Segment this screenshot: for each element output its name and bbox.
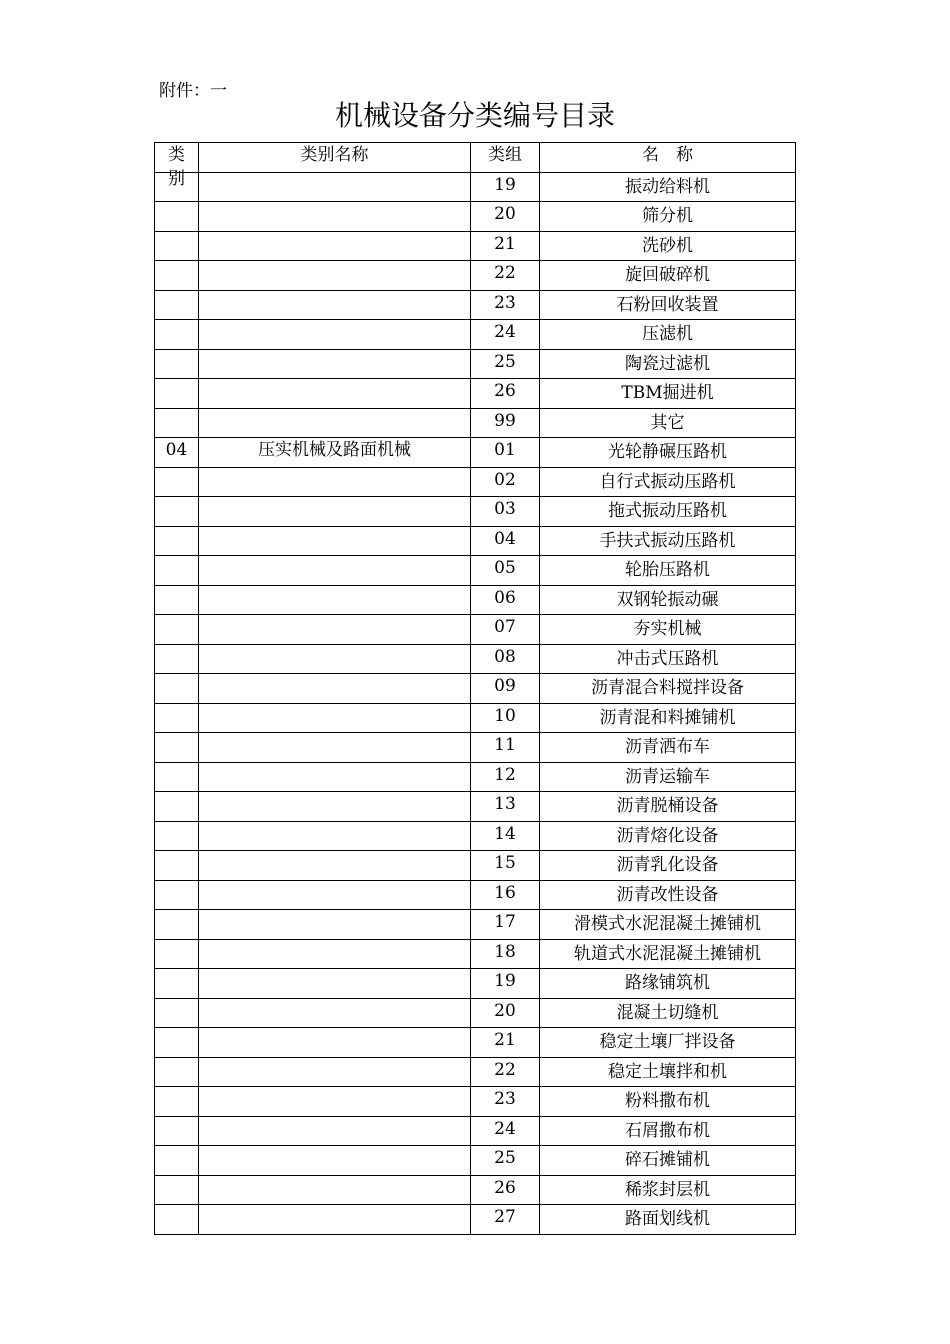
table-row	[155, 1028, 796, 1058]
cell-category	[155, 1057, 199, 1087]
cell-group: 07	[471, 615, 540, 645]
cell-group: 05	[471, 556, 540, 586]
header-name: 名 称	[540, 143, 796, 173]
table-row	[155, 939, 796, 969]
table-row	[155, 1205, 796, 1235]
cell-category-name	[199, 1087, 471, 1117]
cell-group: 04	[471, 526, 540, 556]
cell-name: 沥青混和料摊铺机	[540, 703, 796, 733]
cell-category-name	[199, 880, 471, 910]
table-row	[155, 969, 796, 999]
cell-name: 稀浆封层机	[540, 1175, 796, 1205]
cell-category	[155, 526, 199, 556]
cell-category-name	[199, 261, 471, 291]
cell-group: 22	[471, 261, 540, 291]
cell-group: 23	[471, 290, 540, 320]
cell-category	[155, 615, 199, 645]
cell-group: 23	[471, 1087, 540, 1117]
header-category	[155, 143, 199, 189]
cell-category	[155, 880, 199, 910]
cell-name: 拖式振动压路机	[540, 497, 796, 527]
cell-category	[155, 703, 199, 733]
cell-category	[155, 261, 199, 291]
cell-category	[155, 1146, 199, 1176]
table-row	[155, 408, 796, 438]
cell-name: 轨道式水泥混凝土摊铺机	[540, 939, 796, 969]
cell-category-name	[199, 1057, 471, 1087]
header-group: 类组	[471, 143, 540, 173]
cell-category-name	[199, 467, 471, 497]
cell-name: 自行式振动压路机	[540, 467, 796, 497]
cell-group: 09	[471, 674, 540, 704]
table-row	[155, 1087, 796, 1117]
table-row	[155, 202, 796, 232]
cell-name: 稳定土壤厂拌设备	[540, 1028, 796, 1058]
cell-category-name	[199, 1116, 471, 1146]
cell-name: 压滤机	[540, 320, 796, 350]
table-row	[155, 1057, 796, 1087]
cell-category-name	[199, 290, 471, 320]
cell-group: 20	[471, 202, 540, 232]
cell-category	[155, 408, 199, 438]
cell-name: 混凝土切缝机	[540, 998, 796, 1028]
cell-name: 沥青脱桶设备	[540, 792, 796, 822]
cell-group: 11	[471, 733, 540, 763]
cell-group: 20	[471, 998, 540, 1028]
cell-category-name	[199, 202, 471, 232]
table-row	[155, 703, 796, 733]
cell-group: 17	[471, 910, 540, 940]
cell-category-name	[199, 733, 471, 763]
cell-category	[155, 1116, 199, 1146]
table-row	[155, 231, 796, 261]
cell-name: 沥青熔化设备	[540, 821, 796, 851]
cell-category-name	[199, 969, 471, 999]
cell-name: 沥青洒布车	[540, 733, 796, 763]
cell-category-name	[199, 497, 471, 527]
cell-category-name	[199, 644, 471, 674]
table-row	[155, 320, 796, 350]
cell-category	[155, 585, 199, 615]
table-row	[155, 644, 796, 674]
table-row	[155, 290, 796, 320]
cell-category-name	[199, 585, 471, 615]
table-row	[155, 762, 796, 792]
cell-name: 手扶式振动压路机	[540, 526, 796, 556]
cell-category	[155, 379, 199, 409]
cell-group: 10	[471, 703, 540, 733]
cell-category-name: 压实机械及路面机械	[199, 438, 471, 468]
cell-name: 石粉回收装置	[540, 290, 796, 320]
cell-category-name	[199, 408, 471, 438]
equipment-catalog-table	[154, 142, 796, 1235]
cell-category	[155, 910, 199, 940]
cell-category	[155, 556, 199, 586]
cell-name: 沥青混合料搅拌设备	[540, 674, 796, 704]
cell-name: 旋回破碎机	[540, 261, 796, 291]
table-header-row	[155, 143, 796, 173]
cell-category	[155, 821, 199, 851]
cell-category	[155, 349, 199, 379]
cell-category-name	[199, 1205, 471, 1235]
table-row	[155, 880, 796, 910]
cell-name: 夯实机械	[540, 615, 796, 645]
cell-category	[155, 497, 199, 527]
cell-category-name	[199, 349, 471, 379]
cell-category	[155, 1205, 199, 1235]
cell-category	[155, 762, 199, 792]
header-category-label: 类别	[168, 145, 185, 189]
cell-category	[155, 644, 199, 674]
cell-group: 24	[471, 1116, 540, 1146]
cell-group: 21	[471, 231, 540, 261]
cell-name: 振动给料机	[540, 172, 796, 202]
cell-name: 稳定土壤拌和机	[540, 1057, 796, 1087]
cell-category-name	[199, 1146, 471, 1176]
cell-category-name	[199, 703, 471, 733]
cell-category	[155, 851, 199, 881]
cell-category-name	[199, 231, 471, 261]
cell-name: 双钢轮振动碾	[540, 585, 796, 615]
cell-name: 洗砂机	[540, 231, 796, 261]
table-body	[155, 172, 796, 1234]
cell-name: 滑模式水泥混凝土摊铺机	[540, 910, 796, 940]
cell-category-name	[199, 526, 471, 556]
cell-category-name	[199, 615, 471, 645]
table-row	[155, 1116, 796, 1146]
cell-category-name	[199, 1028, 471, 1058]
cell-category	[155, 792, 199, 822]
cell-group: 19	[471, 969, 540, 999]
table-row	[155, 615, 796, 645]
cell-group: 22	[471, 1057, 540, 1087]
cell-category	[155, 290, 199, 320]
table-row	[155, 349, 796, 379]
cell-name: 陶瓷过滤机	[540, 349, 796, 379]
cell-category-name	[199, 1175, 471, 1205]
table-row	[155, 379, 796, 409]
cell-category-name	[199, 821, 471, 851]
cell-category	[155, 320, 199, 350]
table-row	[155, 1146, 796, 1176]
cell-name: 冲击式压路机	[540, 644, 796, 674]
cell-group: 19	[471, 172, 540, 202]
table-row	[155, 526, 796, 556]
cell-group: 14	[471, 821, 540, 851]
cell-category-name	[199, 172, 471, 202]
table-row	[155, 821, 796, 851]
cell-name: 石屑撒布机	[540, 1116, 796, 1146]
cell-group: 26	[471, 379, 540, 409]
cell-category-name	[199, 998, 471, 1028]
cell-name: 碎石摊铺机	[540, 1146, 796, 1176]
cell-name: 筛分机	[540, 202, 796, 232]
cell-category-name	[199, 379, 471, 409]
cell-group: 24	[471, 320, 540, 350]
cell-group: 01	[471, 438, 540, 468]
cell-name: 其它	[540, 408, 796, 438]
cell-group: 25	[471, 1146, 540, 1176]
cell-name: 粉料撒布机	[540, 1087, 796, 1117]
cell-group: 15	[471, 851, 540, 881]
cell-category	[155, 939, 199, 969]
cell-category	[155, 1087, 199, 1117]
cell-category	[155, 998, 199, 1028]
cell-group: 25	[471, 349, 540, 379]
table-row	[155, 792, 796, 822]
cell-group: 18	[471, 939, 540, 969]
table-row	[155, 438, 796, 468]
table-row	[155, 497, 796, 527]
cell-category-name	[199, 674, 471, 704]
cell-group: 13	[471, 792, 540, 822]
table-row	[155, 585, 796, 615]
table-row	[155, 910, 796, 940]
cell-name: 路缘铺筑机	[540, 969, 796, 999]
cell-category	[155, 733, 199, 763]
cell-name: 沥青乳化设备	[540, 851, 796, 881]
cell-name: 沥青改性设备	[540, 880, 796, 910]
cell-category	[155, 674, 199, 704]
cell-category	[155, 202, 199, 232]
cell-name: TBM掘进机	[540, 379, 796, 409]
cell-name: 沥青运输车	[540, 762, 796, 792]
cell-category-name	[199, 320, 471, 350]
cell-category-name	[199, 556, 471, 586]
table-row	[155, 556, 796, 586]
cell-name: 光轮静碾压路机	[540, 438, 796, 468]
cell-name: 轮胎压路机	[540, 556, 796, 586]
cell-group: 27	[471, 1205, 540, 1235]
table-row	[155, 467, 796, 497]
cell-category-name	[199, 792, 471, 822]
table-row	[155, 1175, 796, 1205]
table-row	[155, 733, 796, 763]
table-row	[155, 172, 796, 202]
cell-category-name	[199, 851, 471, 881]
table-row	[155, 674, 796, 704]
cell-category-name	[199, 939, 471, 969]
cell-group: 26	[471, 1175, 540, 1205]
table-row	[155, 851, 796, 881]
cell-category	[155, 1175, 199, 1205]
cell-category	[155, 231, 199, 261]
cell-group: 99	[471, 408, 540, 438]
cell-group: 06	[471, 585, 540, 615]
page-title: 机械设备分类编号目录	[334, 99, 615, 132]
cell-name: 路面划线机	[540, 1205, 796, 1235]
cell-group: 21	[471, 1028, 540, 1058]
cell-category	[155, 969, 199, 999]
cell-category: 04	[155, 438, 199, 468]
table-row	[155, 261, 796, 291]
cell-group: 03	[471, 497, 540, 527]
cell-group: 16	[471, 880, 540, 910]
cell-category	[155, 1028, 199, 1058]
cell-category-name	[199, 910, 471, 940]
header-category-name: 类别名称	[199, 143, 471, 173]
cell-group: 02	[471, 467, 540, 497]
cell-group: 12	[471, 762, 540, 792]
attachment-label: 附件：一	[159, 81, 227, 101]
cell-category-name	[199, 762, 471, 792]
table-row	[155, 998, 796, 1028]
cell-category	[155, 467, 199, 497]
cell-group: 08	[471, 644, 540, 674]
